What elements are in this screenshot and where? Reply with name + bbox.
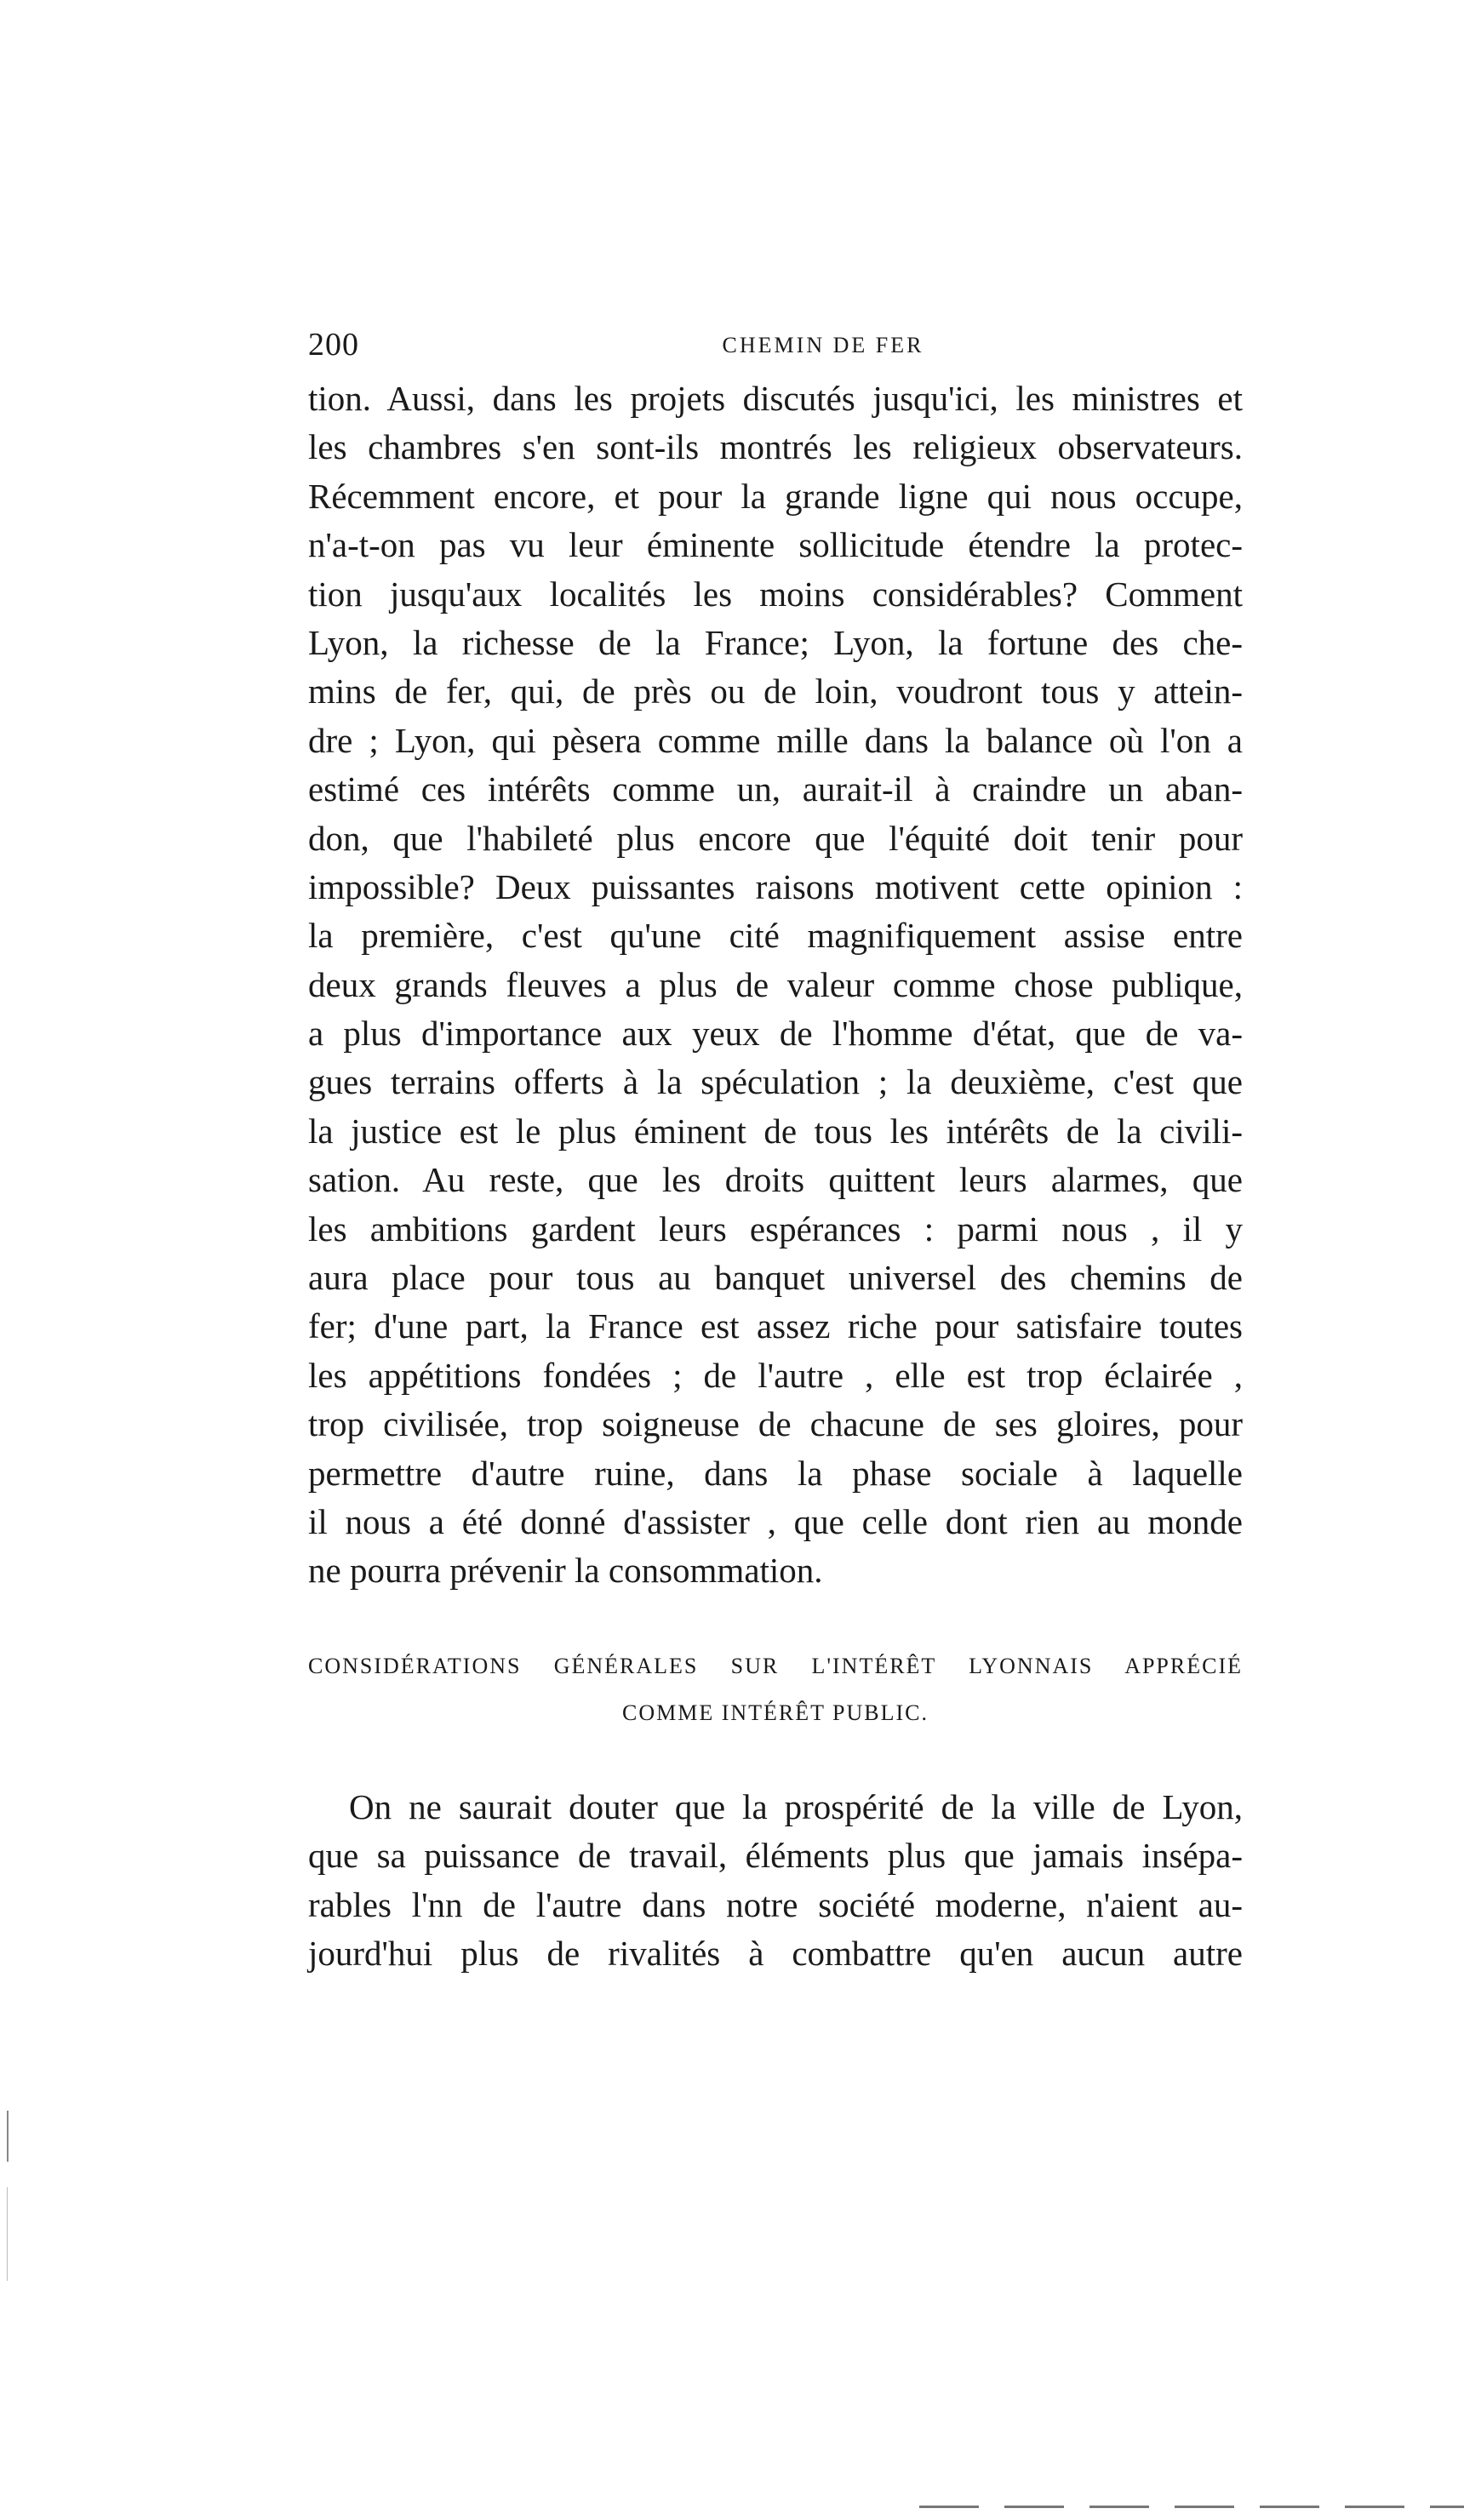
section-heading bbox=[308, 1643, 1243, 1736]
text-line: impossible? Deux puissantes raisons motivent cette opinion : bbox=[308, 866, 1243, 906]
scan-bottom-dashes bbox=[919, 2506, 1464, 2508]
text-line: deux grands fleuves a plus de valeur comme chose publique, bbox=[308, 964, 1243, 1004]
page-number: 200 bbox=[308, 327, 359, 363]
scan-edge-mark bbox=[7, 2187, 8, 2281]
section-heading-line: COMME INTÉRÊT PUBLIC. bbox=[621, 1700, 929, 1725]
text-line: estimé ces intérêts comme un, aurait-il à craindre un aban- bbox=[308, 769, 1243, 809]
text-line: Lyon, la richesse de la France; Lyon, la fortune des che- bbox=[308, 622, 1243, 662]
text-line: rables l'nn de l'autre dans notre société moderne, n'aient au- bbox=[308, 1884, 1243, 1924]
header-title: CHEMIN DE FER bbox=[722, 333, 924, 357]
section-heading-line: CONSIDÉRATIONS GÉNÉRALES SUR L'INTÉRÊT LYONNAIS APPRÉCIÉ bbox=[308, 1654, 1243, 1678]
text-line: les appétitions fondées ; de l'autre , elle est trop éclairée , bbox=[308, 1355, 1243, 1395]
text-line: don, que l'habileté plus encore que l'équité doit tenir pour bbox=[308, 818, 1243, 858]
text-line: permettre d'autre ruine, dans la phase sociale à laquelle bbox=[308, 1453, 1243, 1493]
text-line: il nous a été donné d'assister , que celle dont rien au monde bbox=[308, 1501, 1243, 1541]
text-line: dre ; Lyon, qui pèsera comme mille dans la balance où l'on a bbox=[308, 720, 1243, 760]
text-line: sation. Au reste, que les droits quittent leurs alarmes, que bbox=[308, 1160, 1243, 1200]
text-line: la première, c'est qu'une cité magnifiquement assise entre bbox=[308, 916, 1243, 956]
text-line: que sa puissance de travail, éléments plus que jamais insépa- bbox=[308, 1836, 1243, 1876]
paragraph-new bbox=[308, 1783, 1243, 1979]
scan-edge-mark bbox=[7, 2111, 9, 2162]
running-head bbox=[308, 326, 1236, 369]
text-line: a plus d'importance aux yeux de l'homme d'état, que de va- bbox=[308, 1014, 1243, 1054]
paragraph-continued bbox=[308, 374, 1243, 1596]
text-line: la justice est le plus éminent de tous les intérêts de la civili- bbox=[308, 1111, 1243, 1151]
text-line: ne pourra prévenir la consommation. bbox=[308, 1551, 823, 1591]
text-line: les ambitions gardent leurs espérances : parmi nous , il y bbox=[308, 1209, 1243, 1249]
text-line: fer; d'une part, la France est assez riche pour satisfaire toutes bbox=[308, 1306, 1243, 1346]
text-line: trop civilisée, trop soigneuse de chacune de ses gloires, pour bbox=[308, 1404, 1243, 1444]
text-line: Récemment encore, et pour la grande ligne qui nous occupe, bbox=[308, 476, 1243, 516]
text-line: tion. Aussi, dans les projets discutés jusqu'ici, les ministres et bbox=[308, 379, 1243, 418]
text-line: mins de fer, qui, de près ou de loin, voudront tous y attein- bbox=[308, 671, 1243, 711]
text-line: aura place pour tous au banquet universel des chemins de bbox=[308, 1258, 1243, 1298]
text-line: tion jusqu'aux localités les moins considérables? Comment bbox=[308, 574, 1243, 614]
text-line: n'a-t-on pas vu leur éminente sollicitude étendre la protec- bbox=[308, 525, 1243, 565]
text-line: On ne saurait douter que la prospérité de la ville de Lyon, bbox=[349, 1787, 1243, 1826]
text-line: gues terrains offerts à la spéculation ; la deuxième, c'est que bbox=[308, 1062, 1243, 1102]
text-line: jourd'hui plus de rivalités à combattre qu'en aucun autre bbox=[308, 1934, 1243, 1974]
text-line: les chambres s'en sont-ils montrés les religieux observateurs. bbox=[308, 427, 1243, 467]
